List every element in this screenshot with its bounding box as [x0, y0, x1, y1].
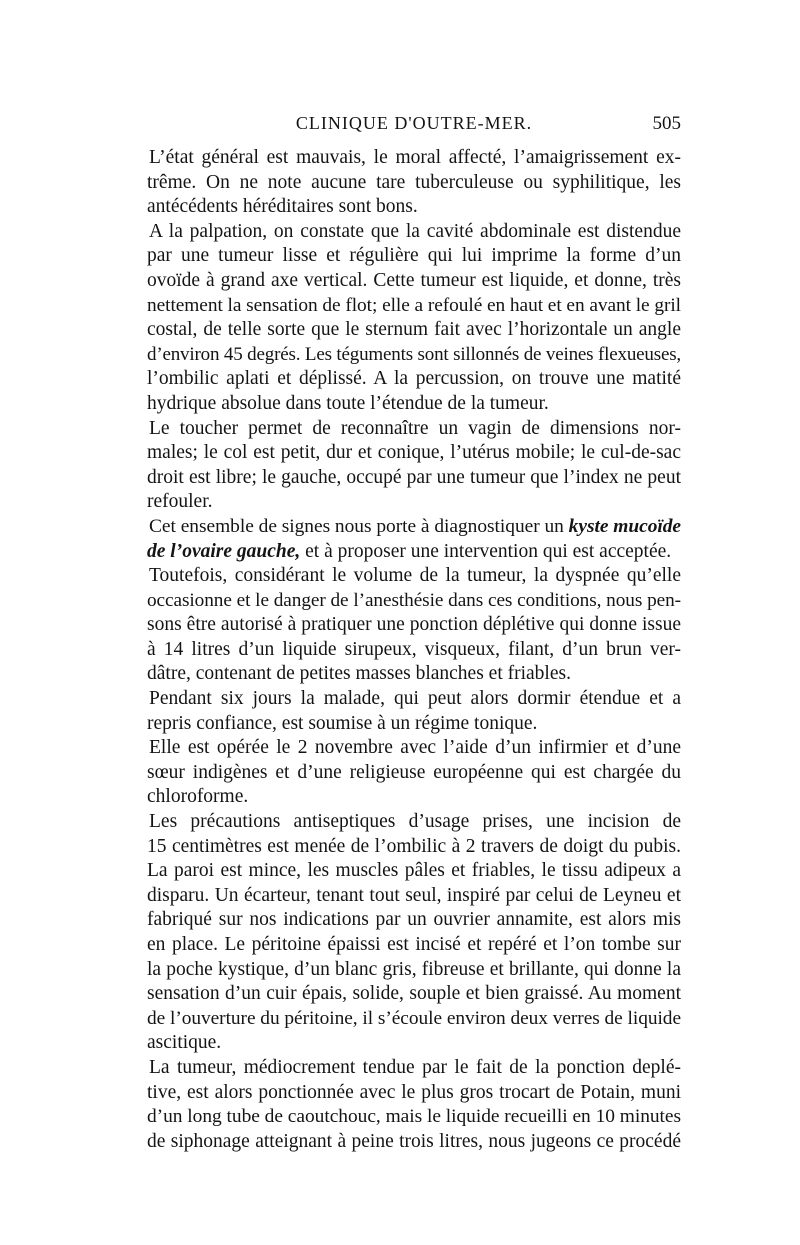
paragraph	[147, 146, 681, 220]
italic-diagnosis: de l’ovaire gauche,	[147, 540, 301, 562]
text-line: Toutefois, considérant le volume de la tumeur, la dyspnée qu’elle	[149, 565, 681, 587]
text-line: A la palpation, on constate que la cavité abdominale est distendue	[149, 220, 681, 242]
text-line: males; le col est petit, dur et conique, l’utérus mobile; le cul-de-sac	[147, 442, 681, 464]
paragraph	[147, 810, 681, 1056]
text-line: occasionne et le danger de l’anesthésie dans ces conditions, nous pen-	[147, 589, 681, 611]
text-line: dâtre, contenant de petites masses blanches et friables.	[147, 663, 571, 685]
text-line: repris confiance, est soumise à un régime tonique.	[147, 712, 538, 734]
paragraph	[147, 515, 681, 564]
body-text	[147, 146, 681, 1154]
text-line: trême. On ne note aucune tare tuberculeuse ou syphilitique, les	[147, 171, 681, 193]
text-line: tive, est alors ponctionnée avec le plus gros trocart de Potain, muni	[147, 1081, 681, 1103]
text-line	[147, 515, 681, 540]
text-line: Elle est opérée le 2 novembre avec l’aide d’un infirmier et d’une	[149, 737, 681, 759]
text-line: La paroi est mince, les muscles pâles et friables, le tissu adipeux a	[147, 860, 681, 882]
text-line: fabriqué sur nos indications par un ouvrier annamite, est alors mis	[147, 909, 681, 931]
text-line: refouler.	[147, 491, 213, 513]
paragraph	[147, 687, 681, 736]
text-line: d’un long tube de caoutchouc, mais le liquide recueilli en 10 minutes	[147, 1106, 682, 1128]
text-line: hydrique absolue dans toute l’étendue de la tumeur.	[147, 392, 549, 414]
running-head	[147, 113, 681, 141]
text-line: droit est libre; le gauche, occupé par une tumeur que l’index ne peut	[147, 466, 681, 488]
text-line: Les précautions antiseptiques d’usage prises, une incision de	[149, 811, 681, 833]
text-line: à 14 litres d’un liquide sirupeux, visqueux, filant, d’un brun ver-	[147, 638, 681, 660]
text-line: en place. Le péritoine épaissi est incisé et repéré et l’on tombe sur	[147, 934, 681, 955]
text-run: Cet ensemble de signes nous porte à diagnostiquer un	[149, 515, 569, 537]
text-line: sons être autorisé à pratiquer une ponction déplétive qui donne issue	[147, 614, 681, 636]
text-line: d’environ 45 degrés. Les téguments sont sillonnés de veines flexueuses,	[147, 343, 681, 365]
text-line: ovoïde à grand axe vertical. Cette tumeur est liquide, et donne, très	[147, 269, 681, 291]
text-line: Le toucher permet de reconnaître un vagin de dimensions nor-	[149, 417, 681, 439]
page-number: 505	[652, 113, 681, 134]
text-line	[147, 540, 681, 565]
text-line: de siphonage atteignant à peine trois litres, nous jugeons ce procédé	[147, 1130, 681, 1152]
text-line: 15 centimètres est menée de l’ombilic à 2 travers de doigt du pubis.	[147, 835, 681, 857]
paragraph	[147, 564, 681, 687]
text-line: par une tumeur lisse et régulière qui lui imprime la forme d’un	[147, 245, 681, 267]
paragraph	[147, 1056, 681, 1154]
paragraph	[147, 736, 681, 810]
paragraph	[147, 220, 681, 417]
text-line: sensation d’un cuir épais, solide, souple et bien graissé. Au moment	[147, 983, 681, 1005]
text-line: l’ombilic aplati et déplissé. A la percussion, on trouve une matité	[147, 368, 681, 390]
text-line: ascitique.	[147, 1032, 222, 1054]
italic-diagnosis: kyste mucoïde	[568, 515, 682, 537]
text-line: antécédents héréditaires sont bons.	[147, 196, 418, 218]
text-line: nettement la sensation de flot; elle a refoulé en haut et en avant le gril	[147, 294, 681, 316]
running-title: CLINIQUE D'OUTRE-MER.	[295, 113, 533, 133]
text-line: sœur indigènes et d’une religieuse européenne qui est chargée du	[147, 761, 681, 783]
paragraph	[147, 417, 681, 515]
text-line: costal, de telle sorte que le sternum fait avec l’horizontale un angle	[147, 319, 681, 341]
text-line: La tumeur, médiocrement tendue par le fait de la ponction deplé-	[149, 1056, 681, 1078]
text-line: de l’ouverture du péritoine, il s’écoule environ deux verres de liquide	[147, 1007, 681, 1029]
text-line: Pendant six jours la malade, qui peut alors dormir étendue et a	[149, 688, 681, 710]
text-line: disparu. Un écarteur, tenant tout seul, inspiré par celui de Leyneu et	[147, 884, 681, 906]
text-line: chloroforme.	[147, 786, 249, 808]
text-line: L’état général est mauvais, le moral affecté, l’amaigrissement ex-	[149, 147, 681, 168]
text-run: et à proposer une intervention qui est acceptée.	[300, 540, 672, 562]
text-line: la poche kystique, d’un blanc gris, fibreuse et brillante, qui donne la	[147, 958, 681, 980]
